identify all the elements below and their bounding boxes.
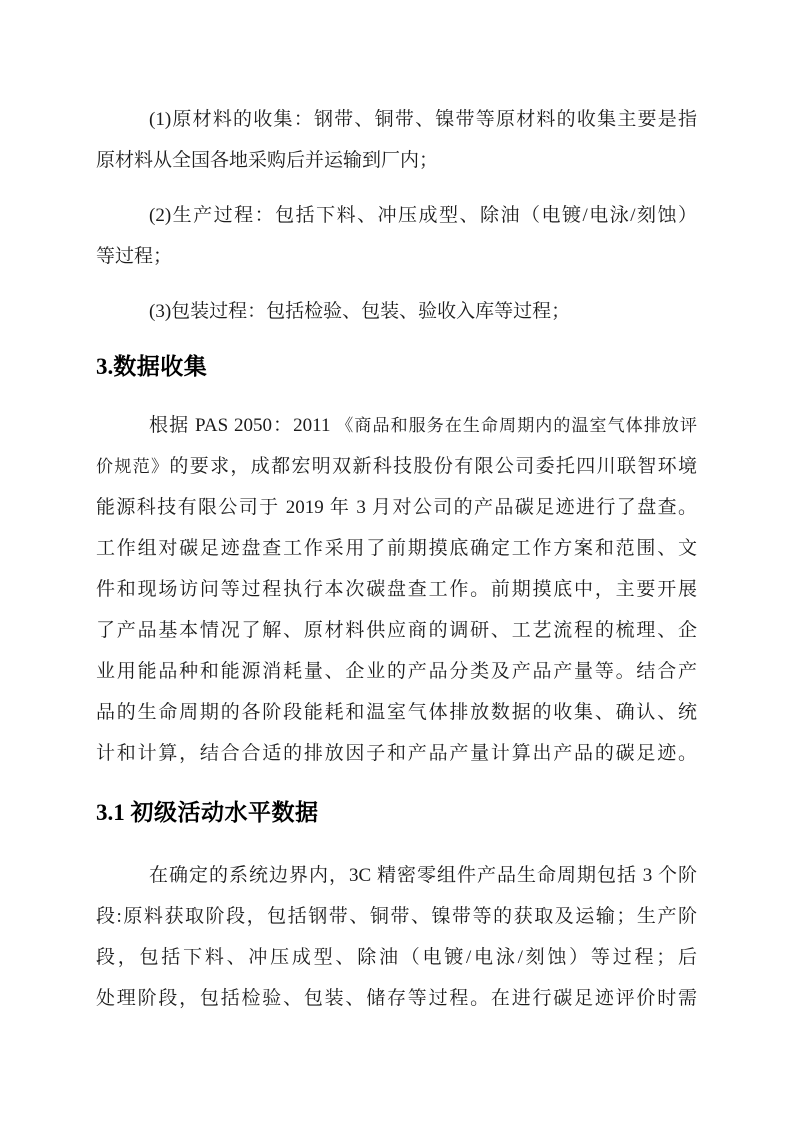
paragraph-packaging-process — [96, 291, 697, 332]
paragraph-raw-material-collection — [96, 99, 697, 181]
heading-number: 3.1 — [96, 800, 131, 825]
text-segment: 工作组对碳足迹盘查工作采用了前期摸底确定工作方案和范围、文 — [96, 538, 697, 559]
text-line — [96, 487, 697, 528]
text-segment: 计和计算，结合合适的排放因子和产品产量计算出产品的碳足迹。 — [96, 743, 697, 764]
paragraph-inventory-overview — [96, 405, 697, 774]
text-line — [96, 692, 697, 733]
text-segment: (2)生产过程：包括下料、冲压成型、除油（电镀/电泳/刻蚀） — [149, 205, 697, 226]
text-line — [96, 651, 697, 692]
heading-data-collection — [96, 346, 697, 387]
text-segment: 段:原料获取阶段，包括钢带、铜带、镍带等的获取及运输；生产阶 — [96, 906, 697, 927]
text-line — [96, 569, 697, 610]
text-segment: 处理阶段，包括检验、包装、储存等过程。在进行碳足迹评价时需 — [96, 988, 697, 1009]
text-line — [96, 99, 697, 140]
text-segment: 能源科技有限公司于 2019 年 3 月对公司的产品碳足迹进行了盘查。 — [96, 497, 697, 518]
heading-text: 初级活动水平数据 — [130, 799, 319, 825]
heading-number: 3. — [96, 354, 114, 379]
text-line — [96, 610, 697, 651]
text-line — [96, 446, 697, 487]
text-segment: 了产品基本情况了解、原材料供应商的调研、工艺流程的梳理、企 — [96, 620, 697, 641]
text-line — [96, 195, 697, 236]
text-line — [96, 937, 697, 978]
text-segment: (1)原材料的收集：钢带、铜带、镍带等原材料的收集主要是指 — [149, 109, 697, 130]
text-segment: (3)包装过程：包括检验、包装、验收入库等过程； — [149, 301, 571, 322]
text-line — [96, 896, 697, 937]
text-segment: 在确定的系统边界内，3C 精密零组件产品生命周期包括 3 个阶 — [149, 865, 697, 886]
text-line — [96, 733, 697, 774]
text-line — [96, 528, 697, 569]
text-line — [96, 978, 697, 1019]
text-line — [96, 405, 697, 446]
text-segment: 等过程； — [96, 246, 173, 267]
heading-text: 数据收集 — [113, 353, 208, 379]
text-segment: 件和现场访问等过程执行本次碳盘查工作。前期摸底中，主要开展 — [96, 579, 697, 600]
text-segment: 品的生命周期的各阶段能耗和温室气体排放数据的收集、确认、统 — [96, 702, 697, 723]
text-line — [96, 236, 697, 277]
text-line — [96, 140, 697, 181]
book-title-small-text: 价规范》 — [96, 457, 170, 476]
text-segment: 段，包括下料、冲压成型、除油（电镀/电泳/刻蚀）等过程；后 — [96, 947, 697, 968]
text-segment: 原材料从全国各地采购后并运输到厂内； — [96, 150, 439, 171]
text-segment: 的要求，成都宏明双新科技股份有限公司委托四川联智环境 — [169, 456, 697, 477]
paragraph-system-boundary-stages — [96, 855, 697, 1019]
text-line — [96, 855, 697, 896]
text-segment: 业用能品种和能源消耗量、企业的产品分类及产品产量等。结合产 — [96, 661, 697, 682]
text-segment: 根据 PAS 2050：2011 — [149, 415, 337, 436]
text-line — [96, 291, 697, 332]
paragraph-production-process — [96, 195, 697, 277]
book-title-small-text: 《商品和服务在生命周期内的温室气体排放评 — [336, 416, 697, 435]
heading-primary-activity-data — [96, 792, 697, 833]
